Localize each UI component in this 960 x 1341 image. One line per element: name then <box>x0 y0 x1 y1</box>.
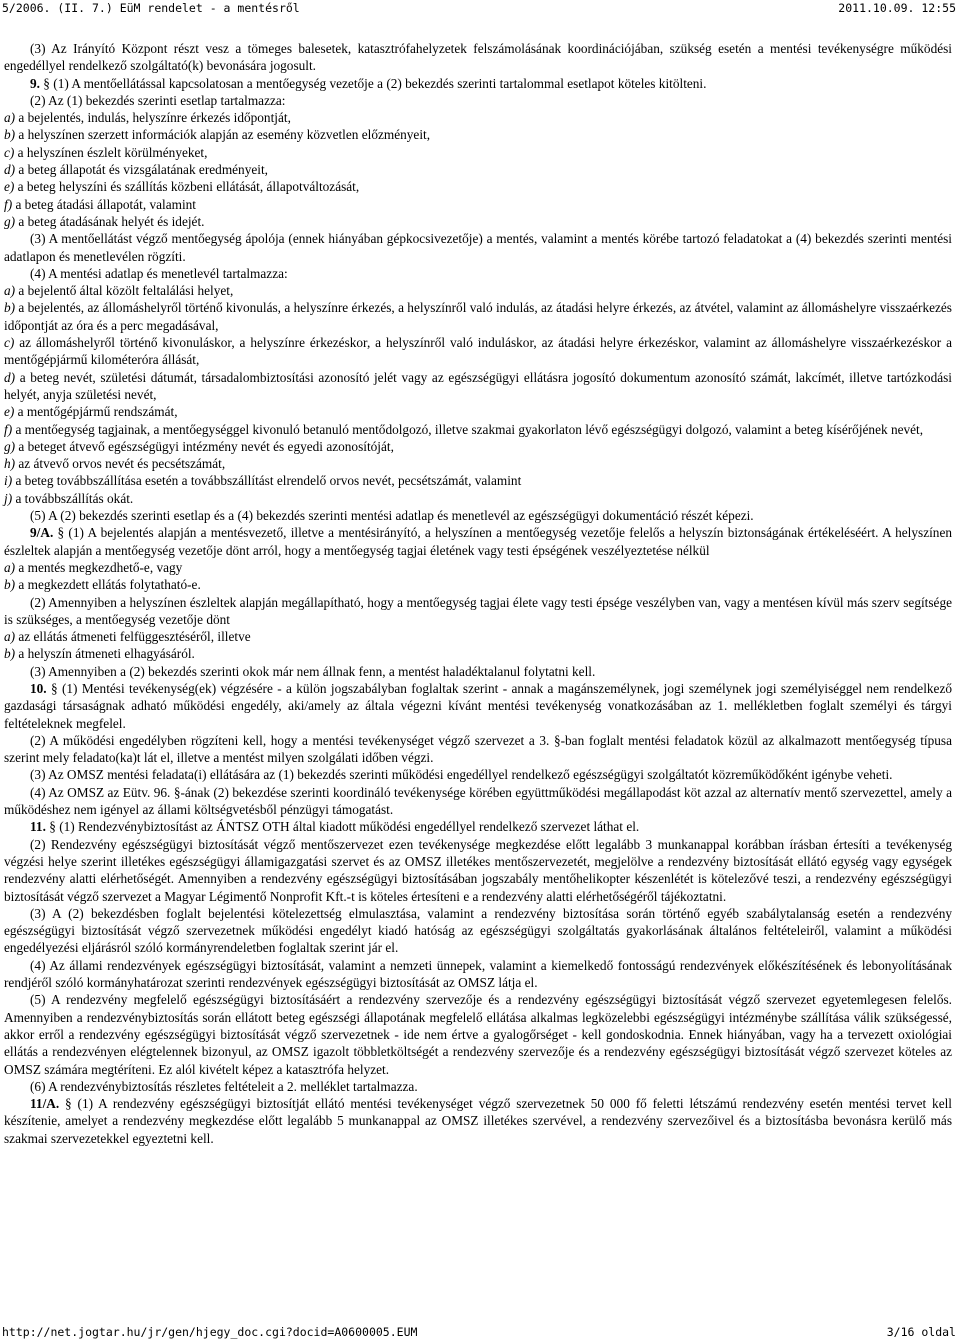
section-9: 9. § (1) A mentőellátással kapcsolatosan a mentőegység vezetője a (2) bekezdés szerinti tartalommal esetlapot köteles kitölteni. <box>30 75 707 91</box>
header-timestamp: 2011.10.09. 12:55 <box>838 1 956 15</box>
paragraph: (5) A rendezvény megfelelő egészségügyi biztosításáért a rendezvény szervezője és a rendezvény egészségügyi biztosítását végző szervezet egyetemlegesen felelős. Amennyiben a rendezvénybiztosítás során ellátott beteg egészségi állapotának megfelelő ellátása alkalmas legközelebbi egészségügyi intézménybe szállítása válik szükségessé, akkor erről a rendezvény egészségügyi biztosítását végző szervezetnek - ide nem értve a gyalogőrséget - kell gondoskodnia. Ennek hiányában, vagy ha a tervezett oxiológiai ellátás a rendezvényen elégtelennek bizonyul, az OMSZ igazolt többletköltségét a rendezvény szervezője és a rendezvény egészségügyi biztosítását végző szervezet köteles az OMSZ számára megtéríteni. Ez alól kivételt képez a katasztrófa helyzet. <box>4 992 952 1077</box>
list-item: a) a mentés megkezdhető-e, vagy <box>4 559 183 575</box>
paragraph: (3) Az Irányító Központ részt vesz a tömeges balesetek, katasztrófahelyzetek felszámolásának koordinációjában, szükség esetén a mentési tevékenységre működési engedéllyel rendelkező szolgáltató(k) bevonására jogosult. <box>4 41 952 74</box>
list-item: g) a beteg átadásának helyét és idejét. <box>4 213 205 229</box>
list-item: j) a továbbszállítás okát. <box>4 490 134 506</box>
paragraph: (5) A (2) bekezdés szerinti esetlap és a (4) bekezdés szerinti mentési adatlap és menetlevél az egészségügyi dokumentáció részét képezi. <box>30 508 754 524</box>
list-item: b) a helyszín átmeneti elhagyásáról. <box>4 646 195 662</box>
section-11a: 11/A. § (1) A rendezvény egészségügyi biztosítját ellátó mentési tevékenységet végző szervezetnek 50 000 fő feletti létszámú rendezvény esetén mentési tervet kell készítenie, amelyet a rendezvény megkezdése előtt legalább 5 munkanappal az OMSZ illetékes szervével, a rendezvény szervezőivel és a biztosításba bevonásra kerülő más szakmai szervezetekkel egyeztetni kell. <box>4 1096 952 1146</box>
list-item: h) az átvevő orvos nevét és pecsétszámát, <box>4 456 226 472</box>
list-item: b) a helyszínen szerzett információk alapján az esemény közvetlen előzményeit, <box>4 127 431 143</box>
list-item: g) a beteget átvevő egészségügyi intézmény nevét és egyedi azonosítóját, <box>4 438 394 454</box>
section-10: 10. § (1) Mentési tevékenység(ek) végzésére - a külön jogszabályban foglaltak szerint - annak a magánszemélynek, jogi személynek jogi személyiséggel nem rendelkező gazdasági társaságnak adható működési engedély, aki/amely az általa végezni kívánt mentési tevékenység vonatkozásában az 1. mellékletben foglalt személyi és tárgyi feltételeknek megfelel. <box>4 680 952 731</box>
paragraph: (4) A mentési adatlap és menetlevél tartalmazza: <box>30 265 288 281</box>
paragraph: (3) A (2) bekezdésben foglalt bejelentési kötelezettség elmulasztása, valamint a rendezvény biztosítása során történő egyéb szabálytalanság esetén a rendezvény egészségügyi biztosítását végző szervezetnek működési engedélyt kiadó hatóság az egészségügyi szolgáltatás gyakorlásának általános feltételeiről, valamint a működési engedélyezési eljárásról szóló kormányrendeletben foglaltak szerint jár el. <box>4 905 952 956</box>
footer-url: http://net.jogtar.hu/jr/gen/hjegy_doc.cgi?docid=A0600005.EUM <box>2 1325 418 1339</box>
document-body <box>4 40 952 1147</box>
section-9a: 9/A. § (1) A bejelentés alapján a mentésvezető, illetve a mentésirányító, a helyszínen a mentőegység vezetője felelős a helyszín biztonságának értékeléséért. A helyszínen észleltek alapján a mentőegység vezetője dönt arról, hogy a mentőegység tagjai életének vagy testi épségének veszélyeztetése nélkül <box>4 525 952 558</box>
header-document-title: 5/2006. (II. 7.) EüM rendelet - a mentésről <box>2 1 300 15</box>
section-11: 11. § (1) Rendezvénybiztosítást az ÁNTSZ OTH által kiadott működési engedéllyel rendelkező szervezet láthat el. <box>30 819 640 835</box>
paragraph: (4) Az állami rendezvények egészségügyi biztosítását, valamint a nemzeti ünnepek, valamint a kiemelkedő fontosságú rendezvények előkészítésének és lebonyolításának rendjéről szóló kormányhatározat szerinti rendezvények egészségügyi biztosítását az OMSZ látja el. <box>4 957 952 991</box>
list-item: b) a megkezdett ellátás folytatható-e. <box>4 577 201 593</box>
paragraph: (2) Amennyiben a helyszínen észleltek alapján megállapítható, hogy a mentőegység tagjai élete vagy testi épsége veszélyben van, vagy a mentésen kívül más szerv segítsége is szükséges, a mentőegység vezetője dönt <box>4 594 952 627</box>
paragraph: (6) A rendezvénybiztosítás részletes feltételeit a 2. melléklet tartalmazza. <box>30 1078 418 1094</box>
print-footer <box>0 1323 960 1341</box>
print-header <box>0 0 960 16</box>
list-item: e) a beteg helyszíni és szállítás közbeni ellátását, állapotváltozását, <box>4 179 360 195</box>
list-item: b) a bejelentés, az állomáshelyről történő kivonulás, a helyszínre érkezés, a helyszínről való indulás, az átadási helyre érkezés, az átvétel, valamint az állomáshelyre visszaérkezés időpontját az óra és a perc megadásával, <box>4 300 952 333</box>
section-number: 10. <box>30 680 47 696</box>
paragraph: (2) A működési engedélyben rögzíteni kell, hogy a mentési tevékenységet végző szervezet a 3. §-ban foglalt mentési feladatok közül az alkalmazott mentőegység típusa szerint mely feladato(ka)t lát el, illetve a mentést milyen szolgálati időben végzi. <box>4 732 952 766</box>
list-item: d) a beteg állapotát és vizsgálatának eredményeit, <box>4 162 268 178</box>
list-item: i) a beteg továbbszállítása esetén a továbbszállítást elrendelő orvos nevét, pecsétszámát, valamint <box>4 473 522 489</box>
list-item: a) a bejelentés, indulás, helyszínre érkezés időpontját, <box>4 110 291 126</box>
list-item: e) a mentőgépjármű rendszámát, <box>4 404 178 420</box>
list-item: c) a helyszínen észlelt körülményeket, <box>4 144 208 160</box>
paragraph: (3) Amennyiben a (2) bekezdés szerinti okok már nem állnak fenn, a mentést haladéktalanul folytatni kell. <box>30 663 596 679</box>
section-number: 11. <box>30 819 46 835</box>
section-number: 11/A. <box>30 1096 60 1112</box>
list-item: a) a bejelentő által közölt feltalálási helyet, <box>4 283 234 299</box>
list-item: d) a beteg nevét, születési dátumát, társadalombiztosítási azonosító jelét vagy az egészségügyi ellátásra jogosító dokumentum azonosító számát, lakcímét, illetve tartózkodási helyét, anyja születési nevét, <box>4 369 952 402</box>
paragraph: (3) Az OMSZ mentési feladata(i) ellátására az (1) bekezdés szerinti működési engedéllyel rendelkező egészségügyi szolgáltatót közreműködőként igénybe veheti. <box>30 767 893 783</box>
list-item: a) az ellátás átmeneti felfüggesztéséről, illetve <box>4 629 251 645</box>
section-number: 9. <box>30 75 40 91</box>
paragraph: (2) Rendezvény egészségügyi biztosítását végző mentőszervezet ezen tevékenysége megkezdése előtt legalább 3 munkanappal korábban írásban értesíti a tevékenység végzési helye szerint illetékes egészségügyi államigazgatási szervet és az OMSZ illetékes mentőszervezetét, megjelölve a rendezvény biztosítását ellátó egység vagy egységek rendezvény alatti elérhetőségét. Amennyiben a rendezvény egészségügyi biztosításában jogszabály mentőhelikopter készenlétét is kötelezővé teszi, a rendezvény egészségügyi biztosítását végző szervezet a Magyar Légimentő Nonprofit Kft.-t is köteles értesíteni e a rendezvény alatti elérhetőségéről tájékoztatni. <box>4 836 952 904</box>
list-item: c) az állomáshelyről történő kivonuláskor, a helyszínre érkezéskor, a helyszínről való induláskor, az átadási helyre érkezéskor, valamint az állomáshelyre visszaérkezéskor a mentőgépjármű kilométeróra állását, <box>4 335 952 368</box>
list-item: f) a beteg átadási állapotát, valamint <box>4 196 196 212</box>
section-number: 9/A. <box>30 525 54 541</box>
paragraph: (4) Az OMSZ az Eütv. 96. §-ának (2) bekezdése szerinti koordináló tevékenysége körében együttműködési megállapodást köt azzal az alternatív mentő szervezettel, amely a működéshez nem igényel az állami költségvetésből pénzügyi támogatást. <box>4 784 952 818</box>
footer-page-number: 3/16 oldal <box>886 1325 956 1339</box>
paragraph: (3) A mentőellátást végző mentőegység ápolója (ennek hiányában gépkocsivezetője) a mentés, valamint a mentés körébe tartozó feladatokat a (4) bekezdés szerinti mentési adatlapon és menetlevélen rögzíti. <box>4 231 952 264</box>
paragraph: (2) Az (1) bekezdés szerinti esetlap tartalmazza: <box>30 92 286 108</box>
list-item: f) a mentőegység tagjainak, a mentőegységgel kivonuló betanuló mentődolgozó, illetve szakmai gyakorlaton lévő egészségügyi dolgozó, valamint a beteg kísérőjének nevét, <box>4 421 924 437</box>
